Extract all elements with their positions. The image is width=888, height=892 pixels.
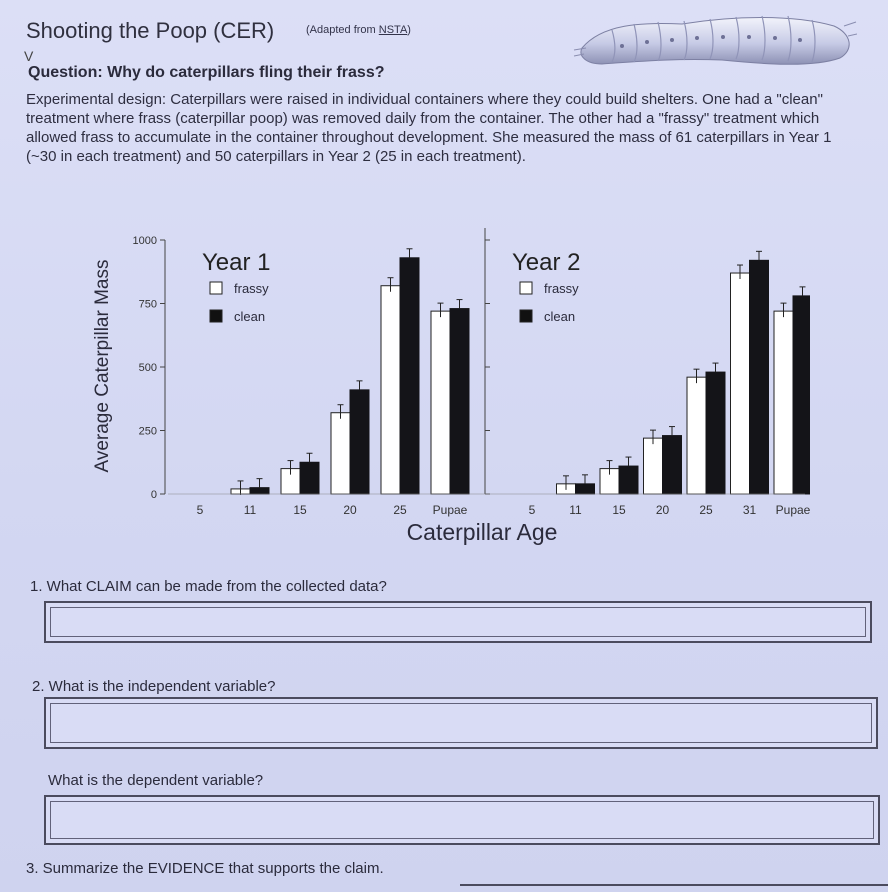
experimental-design-text: Experimental design: Caterpillars were raised in individual containers where they could build shelters. One had a "clean" treatment where frass (caterpillar poop) was removed daily from the container. The other had a "frassy" treatment which allowed frass to accumulate in the container throughout development. She measured the mass of 61 caterpillars in Year 1 (~30 in each treatment) and 50 caterpillars in Year 2 (25 in each treatment).: [26, 91, 832, 165]
x-tick-label: Pupae: [775, 503, 810, 517]
independent-variable-answer-inner: [50, 703, 872, 743]
question-independent-variable: 2. What is the independent variable?: [32, 678, 276, 695]
caterpillar-mass-chart: [80, 216, 810, 556]
dependent-variable-answer-box[interactable]: [44, 795, 880, 845]
question-heading: Question: Why do caterpillars fling their frass?: [28, 64, 385, 81]
claim-answer-inner: [50, 607, 866, 637]
x-tick-label: 25: [699, 503, 713, 517]
bar-frassy: [381, 286, 400, 494]
adapted-suffix: ): [407, 24, 411, 36]
y-tick-label: 1000: [132, 235, 157, 247]
panel-title: Year 2: [512, 249, 581, 276]
x-tick-label: 5: [196, 503, 204, 517]
legend-label-frassy: frassy: [234, 281, 269, 296]
x-tick-label: 15: [293, 503, 307, 517]
x-tick-label: 5: [528, 503, 536, 517]
panel-title: Year 1: [202, 249, 271, 276]
caterpillar-illustration: [572, 4, 857, 78]
claim-answer-box[interactable]: [44, 601, 872, 643]
x-tick-label: 31: [742, 503, 757, 517]
legend-label-clean: clean: [234, 309, 266, 324]
question-dependent-variable: What is the dependent variable?: [48, 772, 264, 789]
y-tick-label: 0: [150, 489, 157, 501]
bar-clean: [576, 484, 595, 494]
bar-frassy: [331, 413, 350, 494]
x-tick-label: 15: [612, 503, 626, 517]
worksheet-title: Shooting the Poop (CER): [26, 18, 275, 43]
adapted-prefix: (Adapted from: [306, 24, 379, 36]
y-tick-label: 500: [138, 362, 157, 374]
bar-clean: [793, 296, 810, 494]
legend-swatch-frassy: [210, 282, 222, 294]
independent-variable-answer-box[interactable]: [44, 697, 878, 749]
x-tick-label: 20: [343, 503, 357, 517]
bar-frassy: [431, 311, 450, 494]
y-axis-label: Average Caterpillar Mass: [92, 259, 113, 473]
legend-swatch-frassy: [520, 282, 532, 294]
bar-frassy: [644, 438, 663, 494]
dependent-variable-answer-inner: [50, 801, 874, 839]
legend-label-frassy: frassy: [544, 281, 579, 296]
evidence-answer-box-edge[interactable]: [460, 884, 888, 886]
bar-clean: [400, 258, 419, 494]
bar-clean: [300, 462, 319, 494]
bar-frassy: [774, 311, 793, 494]
adapted-source-link[interactable]: NSTA: [378, 24, 408, 36]
x-tick-label: Pupae: [432, 503, 468, 517]
legend-swatch-clean: [520, 310, 532, 322]
x-tick-label: 25: [393, 503, 407, 517]
question-claim: 1. What CLAIM can be made from the collected data?: [30, 578, 387, 595]
x-tick-label: 11: [569, 503, 582, 517]
legend-label-clean: clean: [544, 309, 576, 324]
bar-frassy: [731, 273, 750, 494]
y-tick-label: 250: [138, 425, 157, 438]
bar-frassy: [687, 377, 706, 494]
check-mark: V: [24, 48, 34, 64]
x-axis-label: Caterpillar Age: [406, 519, 558, 545]
bar-clean: [706, 372, 725, 494]
bar-clean: [750, 260, 769, 494]
bar-clean: [350, 390, 369, 494]
question-evidence: 3. Summarize the EVIDENCE that supports the claim.: [26, 860, 384, 877]
bar-clean: [619, 466, 638, 494]
adapted-from-note: [306, 24, 411, 36]
bar-clean: [663, 436, 682, 494]
bar-clean: [450, 309, 469, 494]
y-tick-label: 750: [138, 298, 157, 311]
legend-swatch-clean: [210, 310, 222, 322]
x-tick-label: 11: [243, 503, 257, 517]
bar-clean: [250, 488, 269, 494]
x-tick-label: 20: [655, 503, 670, 517]
